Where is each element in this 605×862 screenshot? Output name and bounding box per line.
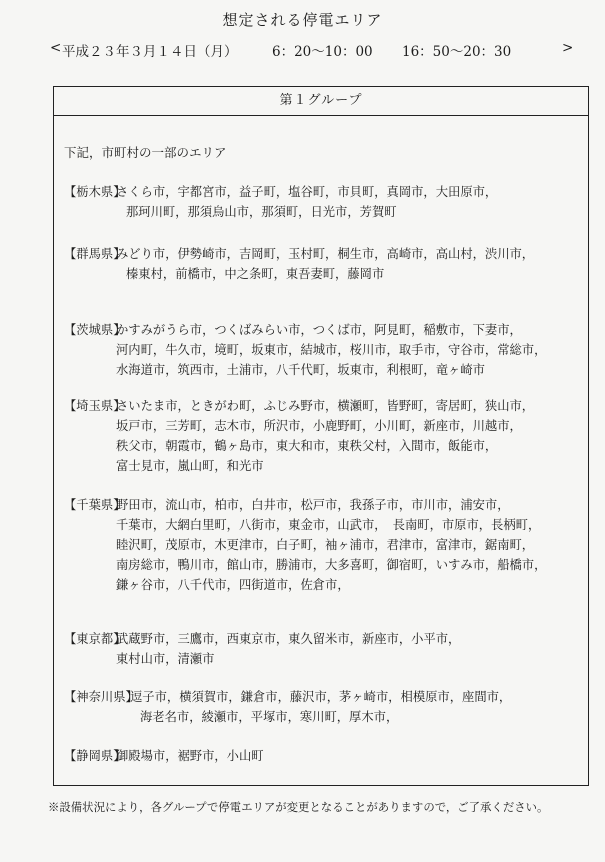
city-line: 那珂川町，那須烏山市，那須町，日光市，芳賀町 [126, 205, 397, 219]
city-line: さくら市，宇都宮市，益子町，塩谷町，市貝町，真岡市，大田原市， [116, 185, 498, 199]
prefecture-label: 【群馬県】 [64, 247, 126, 261]
city-line: 富士見市，嵐山町，和光市 [116, 459, 264, 473]
city-line: 東村山市，清瀬市 [116, 652, 215, 666]
time-slot-1: 6：20～10：00 [272, 44, 373, 60]
city-line: 千葉市，大網白里町，八街市，東金市，山武市， 長南町，市原市，長柄町， [116, 518, 541, 532]
area-table [53, 86, 589, 786]
city-line: 武蔵野市，三鷹市，西東京市，東久留米市，新座市，小平市， [116, 632, 461, 646]
city-line: 秩父市，朝霞市，鶴ヶ島市，東大和市，東秩父村，入間市，飯能市， [116, 439, 498, 453]
city-line: 南房総市，鴨川市，館山市，勝浦市，大多喜町，御宿町，いすみ市，船橋市， [116, 558, 547, 572]
city-line: 水海道市，筑西市，土浦市，八千代町，坂東市，利根町，竜ヶ崎市 [116, 363, 485, 377]
outage-date: 平成２３年３月１４日（月） [62, 44, 238, 60]
city-line: 榛東村，前橋市，中之条町，東吾妻町，藤岡市 [126, 267, 385, 281]
prefecture-label: 【栃木県】 [64, 185, 126, 199]
prefecture-label: 【東京都】 [64, 632, 126, 646]
bracket-open: < [50, 40, 62, 56]
city-line: 御殿場市，裾野市，小山町 [116, 749, 264, 763]
city-line: みどり市，伊勢崎市，吉岡町，玉村町，桐生市，高崎市，高山村，渋川市， [116, 247, 535, 261]
prefecture-label: 【埼玉県】 [64, 399, 126, 413]
group-header: 第１グループ [54, 87, 588, 116]
city-line: 睦沢町，茂原市，木更津市，白子町，袖ヶ浦市，君津市，富津市，鋸南町， [116, 538, 535, 552]
city-line: 鎌ヶ谷市，八千代市，四街道市，佐倉市， [116, 578, 350, 592]
bracket-close: > [562, 40, 574, 56]
prefecture-label: 【千葉県】 [64, 498, 126, 512]
prefecture-label: 【茨城県】 [64, 323, 126, 337]
prefecture-label: 【神奈川県】 [64, 690, 138, 704]
city-line: 河内町，牛久市，境町，坂東市，結城市，桜川市，取手市，守谷市，常総市， [116, 343, 547, 357]
footnote: ※設備状況により，各グループで停電エリアが変更となることがありますので，ご了承ください。 [48, 800, 549, 814]
city-line: 坂戸市，三芳町，志木市，所沢市，小鹿野町，小川町，新座市，川越市， [116, 419, 522, 433]
city-line: 野田市，流山市，柏市，白井市，松戸市，我孫子市，市川市，浦安市， [116, 498, 510, 512]
city-line: かすみがうら市，つくばみらい市，つくば市，阿見町，稲敷市，下妻市， [116, 323, 522, 337]
prefecture-label: 【静岡県】 [64, 749, 126, 763]
page-title: 想定される停電エリア [222, 11, 383, 29]
city-line: 海老名市，綾瀬市，平塚市，寒川町，厚木市， [140, 710, 399, 724]
intro-text: 下記，市町村の一部のエリア [64, 145, 227, 160]
city-line: 逗子市，横須賀市，鎌倉市，藤沢市，茅ヶ崎市，相模原市，座間市， [130, 690, 512, 704]
time-slot-2: 16：50～20：30 [402, 44, 512, 60]
city-line: さいたま市，ときがわ町，ふじみ野市，横瀬町，皆野町，寄居町，狭山市， [116, 399, 535, 413]
